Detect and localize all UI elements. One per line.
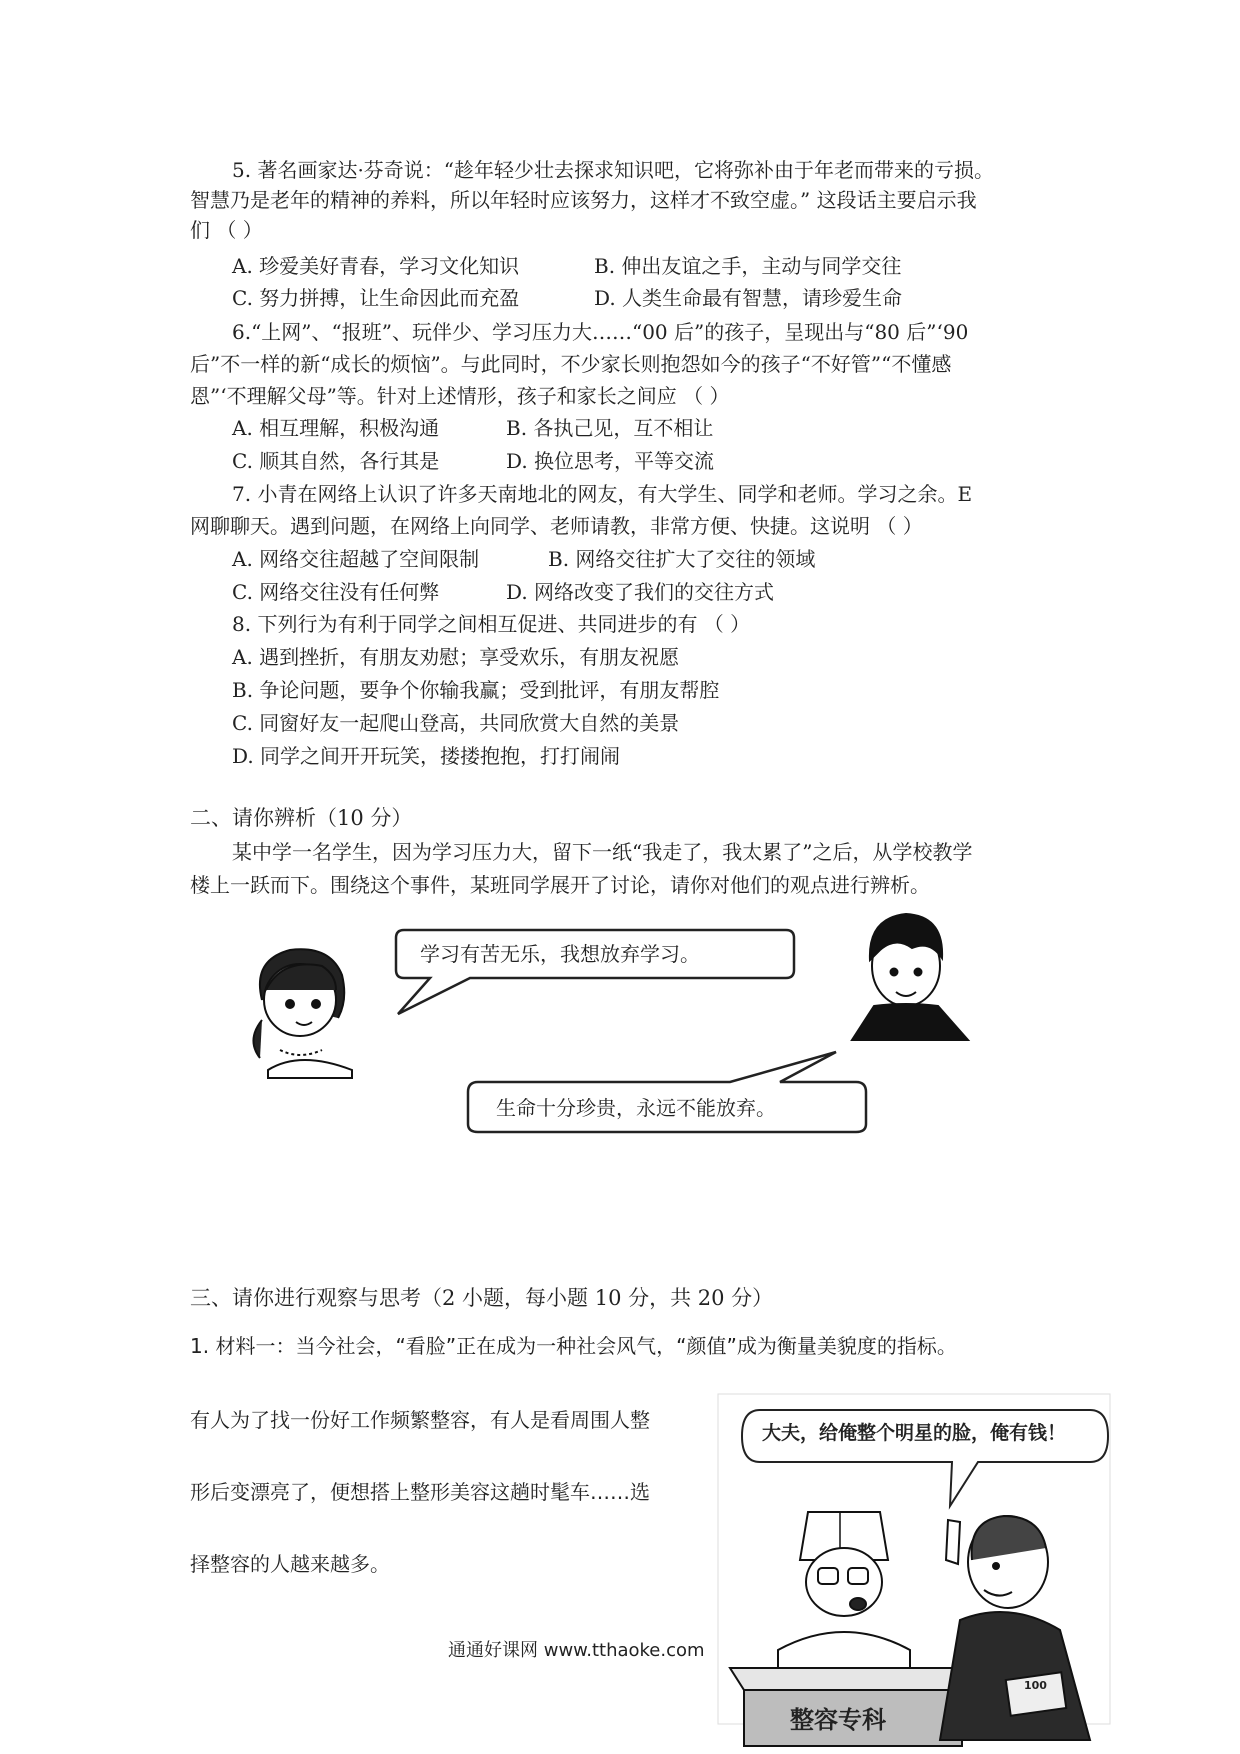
footer-watermark: 通通好课网 www.tthaoke.com: [448, 1640, 705, 1661]
q6-line3: 恩”‘不理解父母”等。针对上述情形，孩子和家长之间应 （ ）: [190, 384, 730, 408]
section3-material-line3: 形后变漂亮了，便想搭上整形美容这趟时髦车……选: [190, 1480, 650, 1504]
q6-option-a: A. 相互理解，积极沟通: [232, 416, 440, 440]
q5-line1: 5. 著名画家达·芬奇说：“趁年轻少壮去探求知识吧，它将弥补由于年老而带来的亏损。: [232, 158, 995, 182]
q8-option-c: C. 同窗好友一起爬山登高，共同欣赏大自然的美景: [232, 711, 680, 735]
q5-option-c: C. 努力拼搏，让生命因此而充盈: [232, 286, 520, 310]
section3-material-line2: 有人为了找一份好工作频繁整容，有人是看周围人整: [190, 1408, 650, 1432]
q7-option-c: C. 网络交往没有任何弊: [232, 580, 440, 604]
section2-para-line2: 楼上一跃而下。围绕这个事件，某班同学展开了讨论，请你对他们的观点进行辨析。: [190, 873, 930, 897]
q6-line1: 6.“上网”、“报班”、玩伴少、学习压力大……“00 后”的孩子，呈现出与“80 后”‘90: [232, 320, 969, 344]
q5-option-a: A. 珍爱美好青春，学习文化知识: [232, 254, 520, 278]
speech-bubble-bottom-text: 生命十分珍贵，永远不能放弃。: [496, 1096, 776, 1120]
q6-option-d: D. 换位思考，平等交流: [506, 449, 715, 473]
q8-option-d: D. 同学之间开开玩笑，搂搂抱抱，打打闹闹: [232, 744, 621, 768]
boy-cartoon-icon: [852, 914, 968, 1040]
q7-option-b: B. 网络交往扩大了交往的领域: [548, 547, 816, 571]
section2-para-line1: 某中学一名学生，因为学习压力大，留下一纸“我走了，我太累了”之后，从学校教学: [232, 840, 973, 864]
girl-cartoon-icon: [253, 949, 352, 1078]
q6-option-b: B. 各执己见，互不相让: [506, 416, 714, 440]
section3-material-line4: 择整容的人越来越多。: [190, 1552, 390, 1576]
speech-bubble-bottom: [468, 1052, 866, 1132]
q7-line2: 网聊聊天。遇到问题，在网络上向同学、老师请教，非常方便、快捷。这说明 （ ）: [190, 514, 923, 538]
q5-option-b: B. 伸出友谊之手，主动与同学交往: [594, 254, 902, 278]
q7-line1: 7. 小青在网络上认识了许多天南地北的网友，有大学生、同学和老师。学习之余。E: [232, 482, 973, 506]
q6-option-c: C. 顺其自然，各行其是: [232, 449, 440, 473]
q7-option-a: A. 网络交往超越了空间限制: [232, 547, 480, 571]
q6-line2: 后”不一样的新“成长的烦恼”。与此同时，不少家长则抱怨如今的孩子“不好管”“不懂感: [190, 352, 952, 376]
speech-bubble-top-text: 学习有苦无乐，我想放弃学习。: [420, 942, 700, 966]
q7-option-d: D. 网络改变了我们的交往方式: [506, 580, 775, 604]
cartoon-money-label: 100: [1024, 1679, 1047, 1692]
q5-option-d: D. 人类生命最有智慧，请珍爱生命: [594, 286, 903, 310]
q8-line1: 8. 下列行为有利于同学之间相互促进、共同进步的有 （ ）: [232, 612, 751, 636]
section3-heading: 三、请你进行观察与思考（2 小题，每小题 10 分，共 20 分）: [190, 1286, 774, 1310]
cartoon-desk-sign: 整容专科: [790, 1706, 886, 1734]
q8-option-a: A. 遇到挫折，有朋友劝慰；享受欢乐，有朋友祝愿: [232, 645, 680, 669]
section3-material-line1: 1. 材料一：当今社会，“看脸”正在成为一种社会风气，“颜值”成为衡量美貌度的指标。: [190, 1334, 957, 1358]
cartoon-speech-text: 大夫，给俺整个明星的脸，俺有钱！: [762, 1422, 1067, 1444]
q5-line3: 们 （ ）: [190, 218, 263, 242]
q5-line2: 智慧乃是老年的精神的养料，所以年轻时应该努力，这样才不致空虚。” 这段话主要启示我: [190, 188, 977, 212]
q8-option-b: B. 争论问题，要争个你输我赢；受到批评，有朋友帮腔: [232, 678, 720, 702]
section2-heading: 二、请你辨析（10 分）: [190, 806, 413, 830]
